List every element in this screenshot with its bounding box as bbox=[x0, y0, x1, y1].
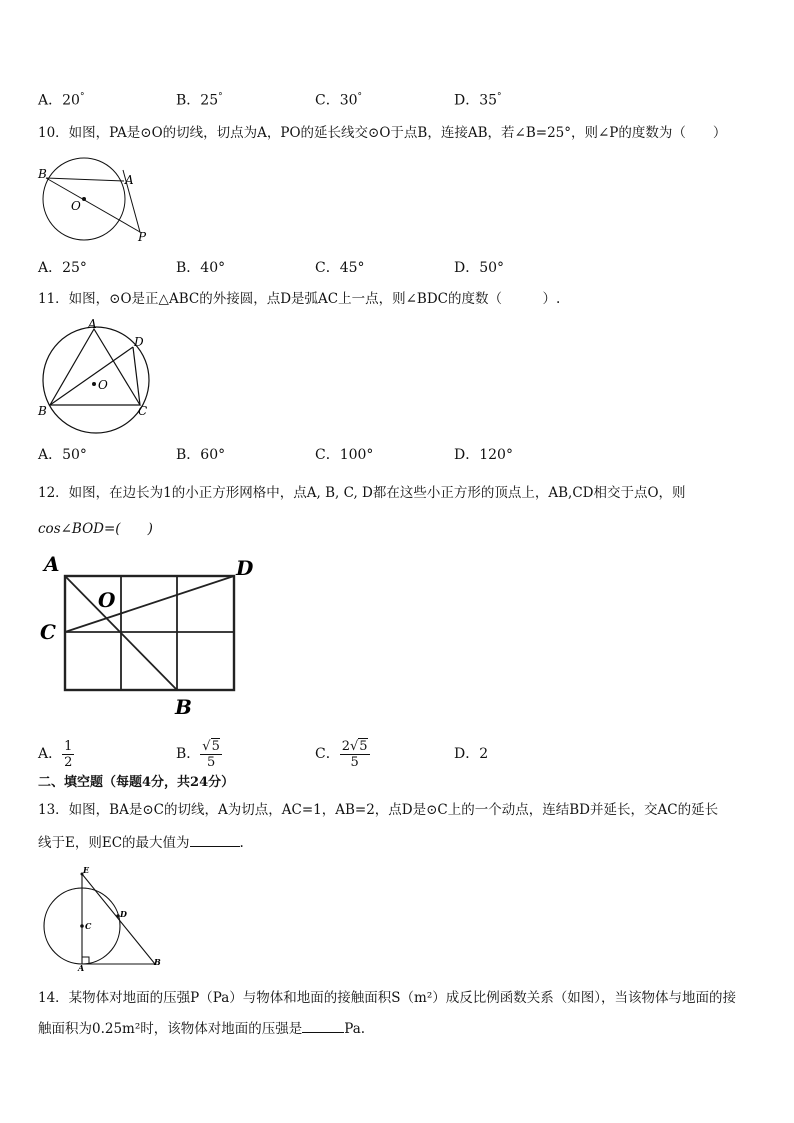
degree-mark: ° bbox=[357, 92, 363, 102]
q12-question-line1: 12．如图，在边长为1的小正方形网格中，点A, B, C, D都在这些小正方形的顶点上，AB,CD相交于点O，则 bbox=[38, 485, 686, 501]
q10-label-p: P bbox=[138, 230, 147, 244]
q10-option-c: C．45° bbox=[315, 260, 365, 276]
section-title: 二、填空题（每题4分，共24分） bbox=[38, 775, 235, 790]
q12-label-b: B bbox=[175, 695, 192, 719]
q13-line-eb bbox=[82, 874, 155, 964]
q10-label-a: A bbox=[125, 173, 134, 187]
q13-question-line1: 13．如图，BA是⊙C的切线，A为切点，AC=1，AB=2，点D是⊙C上的一个动点，连结BD并延长，交AC的延长 bbox=[38, 802, 719, 818]
q10-option-b: B．40° bbox=[176, 260, 226, 276]
degree-mark: ° bbox=[497, 92, 502, 102]
q10-label-o: O bbox=[71, 199, 81, 213]
q12-option-c-prefix: C． bbox=[315, 746, 340, 762]
q12-label-c: C bbox=[40, 620, 56, 644]
degree-mark: ° bbox=[218, 92, 223, 102]
q12-option-d: D．2 bbox=[454, 746, 489, 762]
coefficient: 2 bbox=[341, 738, 350, 754]
q10-option-d: D．50° bbox=[454, 260, 505, 276]
q10-figure bbox=[38, 166, 168, 256]
q12-label-o: O bbox=[98, 588, 116, 612]
q14-line2-end: Pa. bbox=[344, 1021, 366, 1037]
q9-option-d bbox=[454, 88, 502, 110]
q11-label-b: B bbox=[38, 404, 47, 418]
q10-center-dot bbox=[82, 197, 86, 201]
q12-grid-figure bbox=[38, 552, 258, 722]
q14-question-line1: 14．某物体对地面的压强P（Pa）与物体和地面的接触面积S（m²）成反比例函数关系（如图），当该物体与地面的接 bbox=[38, 990, 736, 1006]
q11-label-d: D bbox=[134, 335, 144, 349]
q12-line-cd bbox=[65, 576, 234, 632]
sqrt-radicand: 5 bbox=[359, 738, 368, 754]
sqrt-radicand: 5 bbox=[211, 738, 220, 754]
degree-mark: ° bbox=[79, 92, 85, 102]
q12-label-d: D bbox=[236, 556, 254, 580]
q11-label-o: O bbox=[98, 378, 108, 392]
q13-figure bbox=[38, 864, 168, 973]
q11-option-b: B．60° bbox=[176, 447, 226, 463]
q13-answer-blank[interactable] bbox=[190, 832, 240, 847]
q14-line2-text: 触面积为0.25m²时，该物体对地面的压强是 bbox=[38, 1021, 303, 1037]
q12-option-c-fraction bbox=[340, 739, 370, 770]
q11-label-c: C bbox=[138, 404, 148, 418]
q13-label-c: C bbox=[85, 921, 92, 931]
q9-option-a-text: A．20 bbox=[38, 92, 80, 109]
q12-label-a: A bbox=[44, 552, 60, 576]
q12-option-b-prefix: B． bbox=[176, 746, 201, 762]
q9-option-c bbox=[315, 88, 362, 110]
q13-label-d: D bbox=[120, 909, 127, 919]
q11-question: 11．如图，⊙O是正△ABC的外接圆，点D是弧AC上一点，则∠BDC的度数（ ）. bbox=[38, 291, 561, 307]
q11-label-a: A bbox=[88, 317, 97, 331]
q13-label-a: A bbox=[78, 963, 85, 973]
q11-figure bbox=[38, 318, 168, 433]
q10-option-a: A．25° bbox=[38, 260, 87, 276]
q14-question-line2 bbox=[38, 1018, 365, 1038]
q12-option-a-fraction bbox=[62, 739, 74, 770]
q11-option-d: D．120° bbox=[454, 447, 513, 463]
q12-grid-outer bbox=[65, 576, 234, 690]
q12-option-a bbox=[38, 734, 74, 774]
q10-label-b: B bbox=[38, 167, 47, 181]
q9-option-d-text: D．35 bbox=[454, 92, 498, 109]
q10-line-ba bbox=[46, 178, 124, 181]
q11-center-dot bbox=[92, 382, 96, 386]
q11-option-a: A．50° bbox=[38, 447, 87, 463]
q13-question-line2 bbox=[38, 832, 244, 852]
q9-option-b bbox=[176, 88, 223, 110]
q14-answer-blank[interactable] bbox=[302, 1018, 344, 1033]
q13-label-b: B bbox=[154, 957, 161, 967]
q11-triangle-abc bbox=[50, 329, 140, 405]
q12-option-c bbox=[315, 734, 370, 774]
fraction-numerator: √5 bbox=[202, 738, 220, 754]
q12-question-line2: cos∠BOD=( ) bbox=[38, 521, 153, 537]
q12-option-b bbox=[176, 734, 222, 774]
q13-center-dot bbox=[80, 924, 84, 928]
fraction-denominator: 5 bbox=[350, 754, 359, 770]
q13-label-e: E bbox=[83, 865, 90, 875]
q9-option-c-text: C．30 bbox=[315, 92, 358, 109]
q12-option-b-fraction bbox=[200, 739, 222, 770]
q10-question: 10．如图，PA是⊙O的切线，切点为A，PO的延长线交⊙O于点B，连接AB，若∠B=25°，则∠P的度数为（ ） bbox=[38, 125, 727, 141]
q12-option-a-prefix: A． bbox=[38, 746, 63, 762]
q9-option-b-text: B．25 bbox=[176, 92, 219, 109]
q11-option-c: C．100° bbox=[315, 447, 374, 463]
fraction-numerator: 1 bbox=[64, 738, 73, 754]
q11-line-bd bbox=[50, 347, 133, 405]
fraction-numerator: 2√5 bbox=[341, 738, 368, 754]
fraction-denominator: 5 bbox=[206, 754, 216, 770]
fraction-denominator: 2 bbox=[64, 754, 73, 770]
q9-option-a bbox=[38, 88, 84, 110]
q13-line2-text: 线于E，则EC的最大值为 bbox=[38, 835, 190, 851]
q13-line2-end: . bbox=[239, 835, 244, 851]
